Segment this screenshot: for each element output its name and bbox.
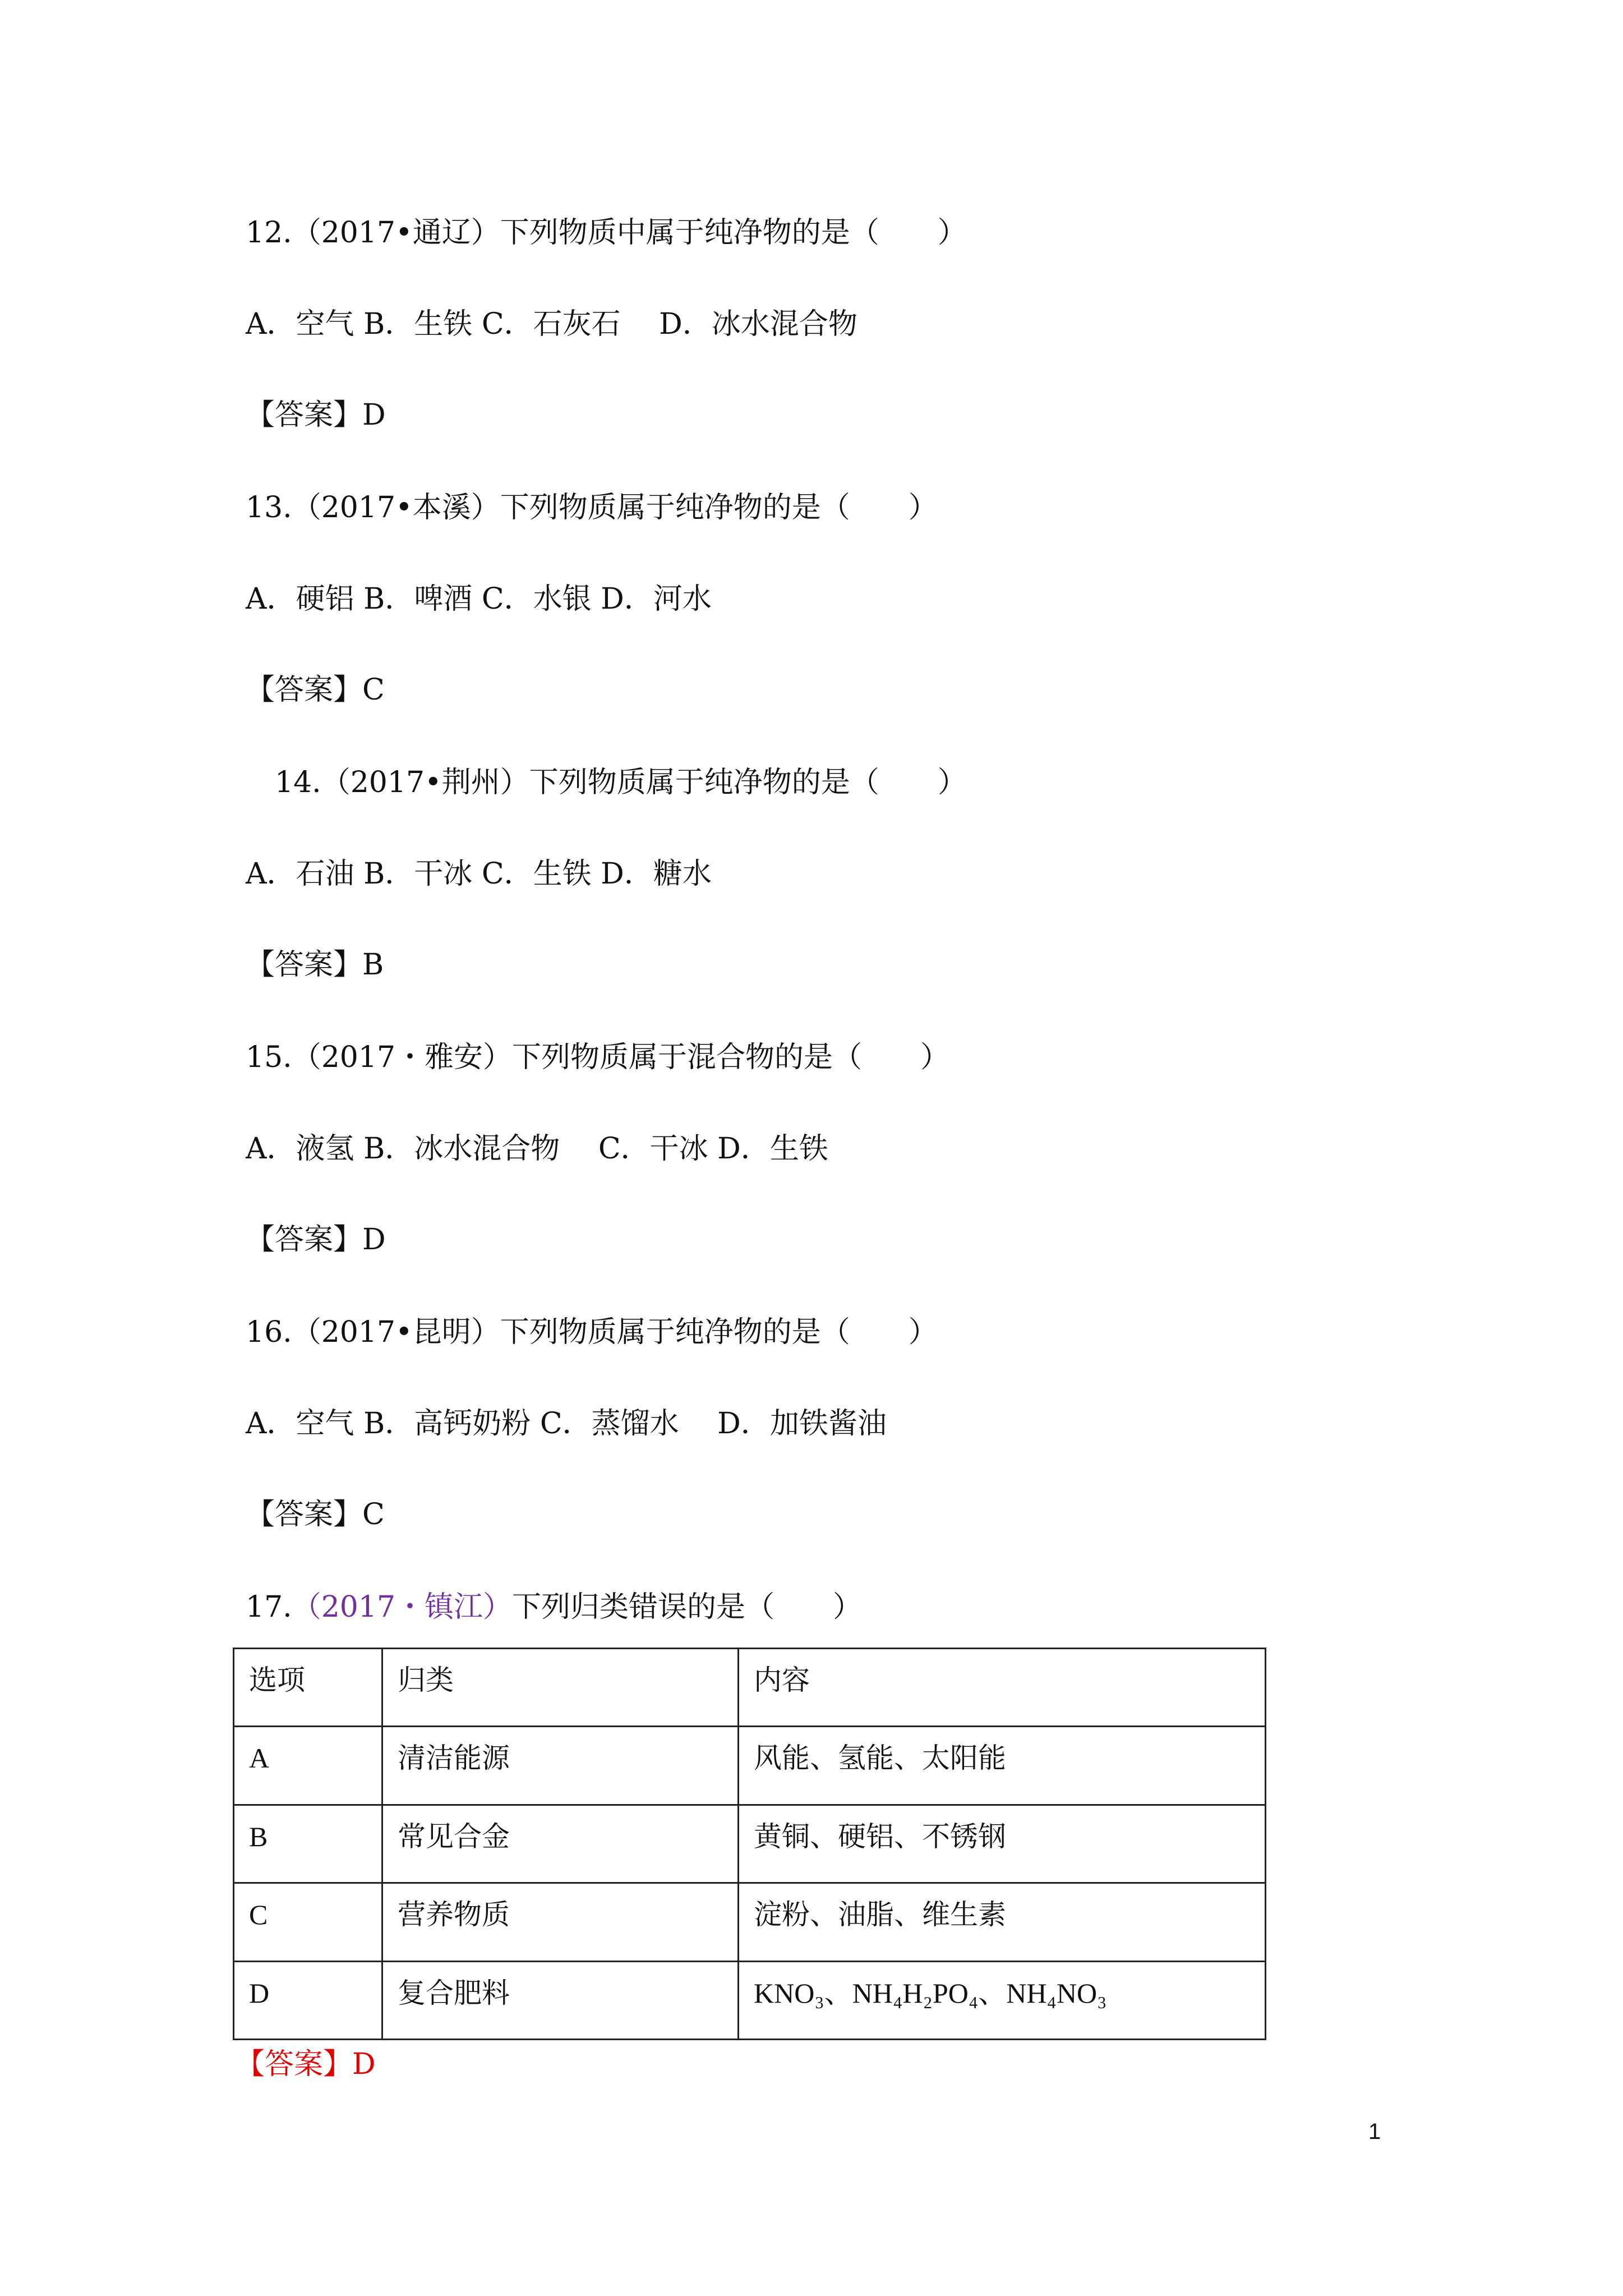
answer-17: 【答案】D [236,2047,376,2081]
table-row [234,1805,1266,1883]
cell-option: A [234,1727,382,1805]
table-row [234,1961,1266,2039]
cell-category: 复合肥料 [382,1961,739,2039]
question-15: 15.（2017・雅安）下列物质属于混合物的是（ ） [246,1041,950,1074]
answer-13: 【答案】C [246,673,385,707]
cell-content: 黄铜、硬铝、不锈钢 [739,1805,1266,1883]
cell-category: 清洁能源 [382,1727,739,1805]
header-option: 选项 [234,1649,382,1727]
cell-content-formulas: KNO₃、NH₄H₂PO₄、NH₄NO₃ [739,1961,1266,2039]
answer-12: 【答案】D [246,398,386,432]
question-17-source: （2017・镇江） [292,1590,513,1624]
table-row [234,1883,1266,1961]
header-category: 归类 [382,1649,739,1727]
cell-content: 风能、氢能、太阳能 [739,1727,1266,1805]
options-15: A．液氢 B．冰水混合物 C．干冰 D．生铁 [246,1132,828,1166]
cell-content: 淀粉、油脂、维生素 [739,1883,1266,1961]
question-17-number: 17. [246,1590,292,1624]
table-header-row [234,1649,1266,1727]
options-14: A．石油 B．干冰 C．生铁 D．糖水 [246,857,712,891]
cell-option: D [234,1961,382,2039]
question-16: 16.（2017•昆明）下列物质属于纯净物的是（ ） [246,1315,938,1349]
question-13: 13.（2017•本溪）下列物质属于纯净物的是（ ） [246,491,938,524]
answer-16: 【答案】C [246,1498,385,1531]
answer-14: 【答案】B [246,948,384,982]
answer-15: 【答案】D [246,1223,386,1257]
options-16: A．空气 B．高钙奶粉 C．蒸馏水 D．加铁酱油 [246,1407,887,1441]
question-12: 12.（2017•通辽）下列物质中属于纯净物的是（ ） [246,216,967,250]
question-17-text: 下列归类错误的是（ ） [512,1590,863,1624]
cell-option: C [234,1883,382,1961]
question-17 [246,1588,862,1627]
options-13: A．硬铝 B．啤酒 C．水银 D．河水 [246,582,712,616]
options-12: A．空气 B．生铁 C．石灰石 D．冰水混合物 [246,307,857,341]
cell-category: 常见合金 [382,1805,739,1883]
page-number: 1 [1368,2119,1381,2144]
cell-option: B [234,1805,382,1883]
cell-category: 营养物质 [382,1883,739,1961]
classification-table [233,1648,1266,2040]
header-content: 内容 [739,1649,1266,1727]
question-14: 14.（2017•荆州）下列物质属于纯净物的是（ ） [275,766,967,799]
table-row [234,1727,1266,1805]
